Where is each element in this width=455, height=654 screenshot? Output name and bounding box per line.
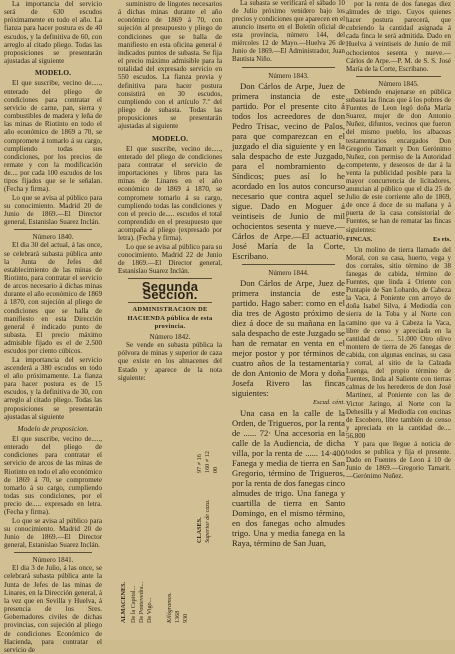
paragraph: Don Cárlos de Arpe, Juez de primera instancia de este partido. Hago saber: como en el dia tres de Agosto próximo de diez á doce de su mañana en la sala despacho de este Juzgado se han de rematar en venta en el mejor postor y por términos de cuatro años de la testamentaria de don Antonio de Mora y doña Josefa Rivero las fincas siguientes: bbox=[232, 278, 345, 398]
admin-heading: ADMINISTRACION DE HACIENDA pública de esta provincia. bbox=[127, 306, 213, 330]
section-heading: MODELO. bbox=[151, 133, 189, 143]
column-3 bbox=[232, 0, 345, 640]
notice-number: Número 1842. bbox=[149, 332, 191, 341]
paragraph: El que suscribe, vecino de....., enterado del pliego de condiciones para contratar el servicio de importaciones y libros para las minas de Linares en el año económico de 1869 á 1870, se compromete tomarlo á su cargo, cumpliendo todas las condiciones y con el precio de..... escudos el total comprendido en el presupuesto que acompaña al pliego (expresado por letra). (Fecha y firma). bbox=[118, 144, 222, 243]
divider bbox=[128, 302, 212, 303]
column-2 bbox=[118, 0, 222, 640]
powder-table-rotated bbox=[118, 378, 222, 623]
table-cell: 1368 bbox=[174, 610, 181, 623]
divider bbox=[14, 552, 92, 553]
column-1 bbox=[4, 0, 102, 654]
paragraph: La importancia del servicio ascenderá a 380 escudos en todo el año próximamente. La fianza para hacer postura es de 15 escudos, y la definitiva de 30, con arreglo al citado pliego. Todas las proposiciones se presentarán ajustadas al siguiente bbox=[4, 355, 102, 421]
notice-number: Número 1845. bbox=[378, 79, 419, 88]
paragraph: La importancia del servicio será de 630 escudos próximamente en todo el año. La fianza para hacer postura es de 40 escudos, y la definitiva de 60, con arreglo al citado pliego. Todas las proposiciones se presentarán ajustadas al siguiente bbox=[4, 0, 102, 66]
notice-number: Número 1840. bbox=[32, 233, 74, 242]
paragraph: Se vende en subasta pública la pólvora de minas y superior de caza que existe en los almacenes del Estado y aparece de la nota siguiente: bbox=[118, 341, 222, 382]
paragraph: por la renta de dos fanegas diez almudes de trigo. Cuyos quienes hacer postura parecerá, que cubriendo la cantidad asignada á cada finca le será admitida. Dado en Huelva á veintiseis de Junio de mil ochocientos sesenta y nueve.—Cárlos de Arpe.—P. M. de S. S. José María de la Corte, Escribano. bbox=[346, 0, 451, 73]
column-4 bbox=[346, 0, 451, 640]
paragraph: Debiendo enajenarse en pública subasta las fincas que á los pobres de Fuentes de Leon legó doña María Suarez, mujer de don Antonio Nuñez, difuntos, vecinos que fueron del mismo pueblo, los albaceas testamentarios encargados Don Gregorio Tamarit y Don Gerónimo Nuñez, con permiso de la Autoridad competente, y deseosos de dar á la venta la publicidad posible para la mayor concurrencia de licitadores, anuncian al público que el dia 25 de Julio de este corriente año de 1869, de once á doce de su mañana y á puerta de la casa consistorial de Fuentes, se han de rematar las fincas siguientes: bbox=[346, 87, 451, 234]
table-row: De la Capital... bbox=[130, 585, 137, 623]
fincas-value-label: Es ets. bbox=[433, 235, 451, 243]
section-heading: MODELO. bbox=[34, 68, 72, 78]
table-cell: 160 ≠ 12 bbox=[204, 451, 211, 473]
table-cell: 930 bbox=[182, 613, 189, 623]
table-cell: 00 bbox=[212, 466, 219, 473]
paragraph: El que suscribe, vecino de....., enterado del pliego de condiciones para contratar el servicio de arcos de las minas de Riotinto en todo el año económico de 1869 á 70, se compromete tomarlo á su cargo, cumpliendo todas sus condiciones, por el precio de..... expresado en letra. (Fecha y firma). bbox=[4, 434, 102, 517]
paragraph: La subasta se verificará el sábado 10 de Julio próximo venidero bajo los precios y condiciones que aparecen en el anuncio inserto en el Boletín oficial de esta provincia, número 144, del miércoles 12 de Mayo.—Huelva 26 de Junio de 1869.—El Administrador, Juan Bautista Niño. bbox=[232, 0, 345, 63]
paragraph: Lo que se avisa al público para su conocimiento. Madrid 20 de Junio de 1869.—El Director general, Estanislao Suarez Inclán. bbox=[4, 193, 102, 227]
table-header-almacenes: ALMACENES. bbox=[120, 581, 127, 623]
section-title: Segunda Seccion. bbox=[141, 279, 199, 303]
table-header-kilos: Kilógramos. bbox=[166, 592, 173, 623]
paragraph: suministro de lingotes necesarios á dichas minas durante el año económico de 1869 á 70, con sujeción al presupuesto y pliego de condiciones que se halla de manifiesto en esta oficina general é indicados puntos de subasta. Se fija el precio máximo admisible para la totalidad del expresado servicio en 550 escudos. La fianza previa y definitiva para hacer postura consistirá en 30 escudos, cumpliendo con el artículo 7.º del pliego de subasta. Todas las proposiciones se presentarán ajustadas al siguiente bbox=[118, 0, 222, 131]
table-row: De Pontevedra... bbox=[138, 581, 145, 623]
notice-number: Número 1844. bbox=[268, 269, 309, 277]
divider bbox=[242, 264, 335, 265]
fincas-header-row bbox=[346, 236, 451, 244]
paragraph: El dia 3 de Julio, á las once, se celebrará subasta pública ante la Junta de Jefes de las minas de Linares, en la Dirección general, á la vez que en Sevilla y Huelva, á presencia de los Sres. Gobernadores civiles de dichas provincias, con sujeción al pliego de condiciones Económico de Hacienda, para contratar el servicio de bbox=[4, 564, 102, 654]
table-header-clases: CLASES. bbox=[196, 517, 203, 543]
table-row: De Vigo... bbox=[146, 597, 153, 623]
divider bbox=[14, 229, 92, 230]
notice-number: Número 1841. bbox=[32, 556, 74, 565]
column-label: Escud. cént. bbox=[312, 399, 345, 406]
section-heading: Modelo de proposicion. bbox=[17, 423, 89, 433]
paragraph: Lo que se avisa al público para su conocimiento. Madrid 20 de Junio de 1869.—El Director general, Estanislao Suarez Inclán. bbox=[4, 516, 102, 549]
paragraph: Y para que llegue á noticia de todos se publica y fija el presente. Dado en Fuentes de Leon á 10 de Junio de 1869.—Gregorio Tamarit.—Gerónimo Nuñez. bbox=[346, 439, 451, 481]
powder-table bbox=[118, 378, 222, 623]
paragraph: Don Cárlos de Arpe, Juez de primera instancia de este partido. Por el presente cito á todos los acreedores de don Pedro Trisac, vecino de Palos, para que comparezcan en el juzgado el dia siguiente y en la sala despacho de este Juzgado, para el nombramiento de Síndicos; pues así lo he acordado en los autos concurso necesario que contra aquel se sigue. Dado en Moguer á veintiseis de Junio de mil ochocientos sesenta y nueve.—Cárlos de Arpe.—El actuario, José María de la Corte, Escribano. bbox=[232, 81, 345, 261]
paragraph: Un molino de tierra llamado del Moral, con su casa, huerto, vega y dos corrales, sitio término de 38 fanegas de cabida, término de Fuentes, que linda á Oriente con Puntapie de San Lobardo, de Cabeza la Vaca, á Poniente con arroyo de doña Isabel Silva, á Mediodía con sierra de la Toba y al Norte con camino que va á Cabeza la Vaca, libre de censo y apreciada en la cantidad de ...... 51.000 Otro olivo montero de tierra de 26 fanegas de cabida, con algunas encinas, su casa y corral, al sitio de la Calzada Luenga, del propio término de Fuentes, linda al Saliente con tierras calmas de los herederos de don José Martinez, al Poniente con las de Victor Jaringo, al Norte con la Dehesilla y al Mediodía con encinas de Escobero, libre también de censo y apreciada en la cantidad de.... 56.800 bbox=[346, 245, 451, 440]
table-header-superior: Superior de caza. bbox=[204, 499, 211, 543]
paragraph: El que suscribe, vecino de....., enterado del pliego de condiciones para contratar el servicio de carne, pan, sierra y combustibles de madera y leña de las minas de Riotinto en todo el año económico de 1869 a 70, se compromete á tomarlo á su cargo, cumpliendo todas sus condiciones, por los precios de remate y con la modificación de.... por cada 100 escudos de los tipos fijados que se le señalan. (Fecha y firma). bbox=[4, 79, 102, 194]
paragraph: Lo que se avisa al público para su conocimiento. Madrid 22 de Junio de 1869.—El Director general, Estanislao Suarez Inclán. bbox=[118, 242, 222, 275]
paragraph: Una casa en la calle de la Orden, de Trigueros, por la renta de ...... 72· Una accesoria en la calle de la Audiencia, de dicha villa, por la renta de ...... 14·400 Fanega y media de tierra en San Gregorio, término de Trigueros, por la renta de dos fanegas cinco almudes de trigo. Una fanega y cuartilla de tierra en Santo Domingo, en el mismo término, en dos fanegas ocho almudes trigo. Una y media fanega en la Raya, término de San Juan, bbox=[232, 408, 345, 548]
paragraph: El dia 30 del actual, á las once, se celebrará subasta pública ante la Junta de Jefes del establecimiento de las minas de Riotinto, para contratar el servicio de arcos necesario á dichas minas durante el año económico de 1869 á 1870, con sujeción al pliego de condiciones que se halla de manifiesto en esta Dirección general é indicado punto de subasta. El precio máximo admisible fijado es el de 2.500 escudos por ciento cúbicos. bbox=[4, 241, 102, 356]
divider bbox=[242, 67, 335, 68]
fincas-heading: FINCAS. bbox=[346, 235, 373, 243]
table-cell: 97 ≠ 16 bbox=[196, 454, 203, 473]
notice-number: Número 1843. bbox=[268, 72, 309, 80]
divider bbox=[356, 76, 441, 77]
